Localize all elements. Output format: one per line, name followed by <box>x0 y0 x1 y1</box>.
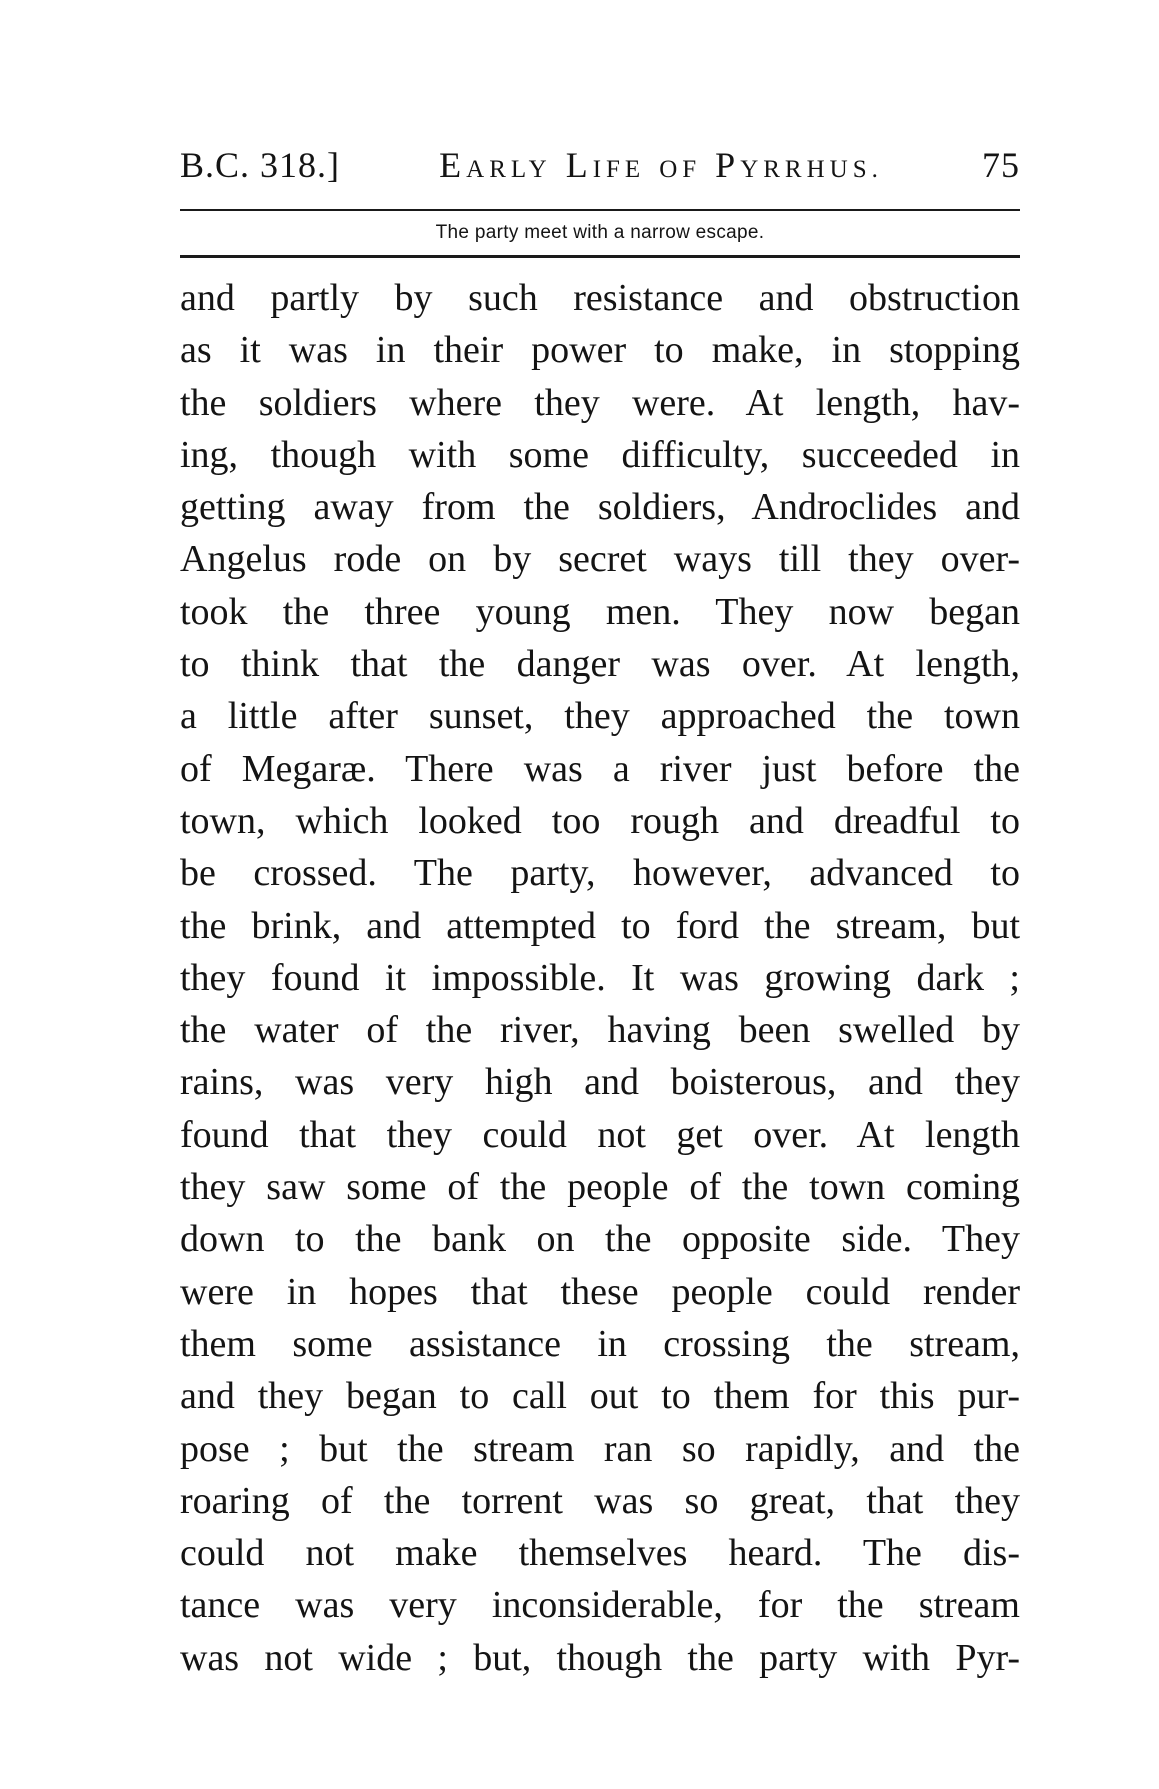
text-line: of Megaræ. There was a river just before the <box>180 747 1020 790</box>
text-line: they found it impossible. It was growing dark ; <box>180 956 1020 999</box>
header-rule-bottom <box>180 255 1020 258</box>
text-line: as it was in their power to make, in stopping <box>180 329 1020 372</box>
text-line: tance was very inconsiderable, for the stream <box>180 1584 1020 1627</box>
page-subheading: The party meet with a narrow escape. <box>435 222 765 243</box>
text-line: town, which looked too rough and dreadful to <box>180 799 1020 842</box>
text-line: could not make themselves heard. The dis- <box>180 1532 1020 1575</box>
page-number: 75 <box>982 145 1020 185</box>
text-line: were in hopes that these people could render <box>180 1270 1020 1313</box>
text-line: them some assistance in crossing the stream, <box>180 1322 1020 1365</box>
text-line: a little after sunset, they approached the town <box>180 695 1020 738</box>
text-line: found that they could not get over. At length <box>180 1113 1020 1156</box>
text-line: the brink, and attempted to ford the stream, but <box>180 904 1020 947</box>
header-rule-top <box>180 209 1020 211</box>
text-line: ing, though with some difficulty, succeeded in <box>180 433 1020 476</box>
text-line: the water of the river, having been swelled by <box>180 1009 1020 1052</box>
running-head <box>180 144 1020 196</box>
body-text <box>180 272 1020 1684</box>
text-line: be crossed. The party, however, advanced to <box>180 852 1020 895</box>
text-line: and they began to call out to them for this pur- <box>180 1375 1020 1418</box>
text-line: and partly by such resistance and obstruction <box>180 277 1020 319</box>
text-line: they saw some of the people of the town coming <box>180 1166 1020 1209</box>
text-line: the soldiers where they were. At length, hav- <box>180 381 1020 424</box>
text-line: to think that the danger was over. At length, <box>180 643 1020 686</box>
text-line: Angelus rode on by secret ways till they over- <box>180 538 1020 581</box>
text-line: took the three young men. They now began <box>180 590 1020 633</box>
text-line: roaring of the torrent was so great, that they <box>180 1479 1020 1522</box>
text-line: getting away from the soldiers, Androclides and <box>180 486 1020 529</box>
chapter-title: EARLY LIFE OF PYRRHUS. <box>439 145 883 185</box>
text-line: pose ; but the stream ran so rapidly, and the <box>180 1427 1020 1470</box>
text-line: rains, was very high and boisterous, and they <box>180 1061 1020 1104</box>
section-marker: B.C. 318.] <box>180 145 341 185</box>
text-line: was not wide ; but, though the party with Pyr- <box>180 1636 1020 1679</box>
text-line: down to the bank on the opposite side. They <box>180 1218 1020 1261</box>
